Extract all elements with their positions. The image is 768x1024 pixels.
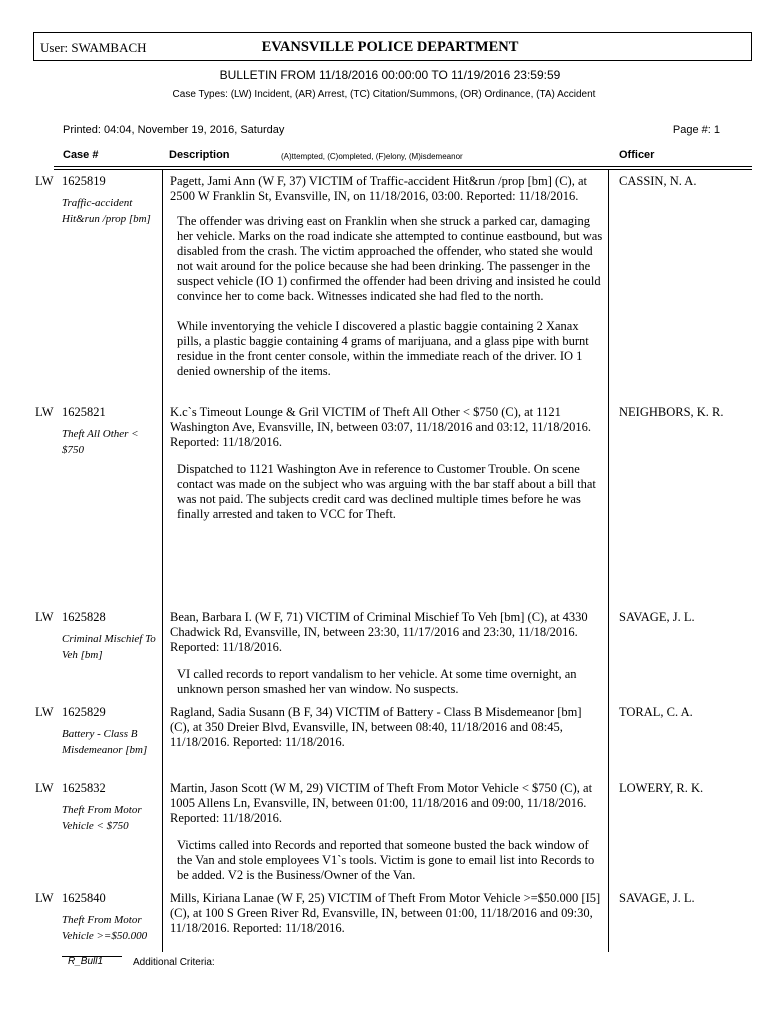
column-case: Case #	[63, 149, 99, 161]
case-number: 1625819	[62, 174, 106, 188]
case-offense: Theft All Other < $750	[62, 428, 139, 456]
case-type: LW	[35, 174, 54, 188]
narrative-paragraph: While inventorying the vehicle I discovered a plastic baggie containing 2 Xanax pills, a plastic baggie containing 4 grams of marijuana, and a glass pipe with burnt residue in the front center console, within the immediate reach of the driver. IO 1 denied ownership of the items.	[177, 319, 589, 378]
column-divider	[162, 170, 163, 952]
case-officer: TORAL, C. A.	[619, 705, 693, 719]
case-officer: SAVAGE, J. L.	[619, 610, 695, 624]
case-offense: Traffic-accident Hit&run /prop [bm]	[62, 197, 151, 225]
case-number: 1625821	[62, 405, 106, 419]
report-code: R_Bull1	[68, 956, 104, 967]
header-rule	[54, 169, 752, 170]
case-types-legend: Case Types: (LW) Incident, (AR) Arrest, (TC) Citation/Summons, (OR) Ordinance, (TA) Accident	[172, 89, 596, 100]
case-offense: Battery - Class B Misdemeanor [bm]	[62, 728, 148, 756]
bulletin-range: BULLETIN FROM 11/18/2016 00:00:00 TO 11/19/2016 23:59:59	[219, 68, 561, 82]
case-number: 1625840	[62, 891, 106, 905]
header-rule	[54, 166, 752, 167]
case-description: Bean, Barbara I. (W F, 71) VICTIM of Criminal Mischief To Veh [bm] (C), at 4330 Chadwick Rd, Evansville, IN, between 23:30, 11/17/2016 and 23:30, 11/18/2016. Reported: 11/18/2016.	[170, 610, 588, 654]
case-officer: LOWERY, R. K.	[619, 781, 704, 795]
case-number: 1625832	[62, 781, 106, 795]
user-label: User: SWAMBACH	[40, 40, 147, 55]
case-narrative	[177, 462, 604, 522]
additional-criteria: Additional Criteria:	[133, 957, 215, 968]
column-divider	[608, 170, 609, 952]
case-description: K.c`s Timeout Lounge & Gril VICTIM of Theft All Other < $750 (C), at 1121 Washington Ave, Evansville, IN, between 03:07, 11/18/2016 and 03:12, 11/18/2016. Reported: 11/18/2016.	[170, 405, 592, 449]
case-offense: Theft From Motor Vehicle < $750	[62, 804, 142, 832]
case-officer: CASSIN, N. A.	[619, 174, 697, 188]
case-offense: Criminal Mischief To Veh [bm]	[62, 633, 156, 661]
case-type: LW	[35, 891, 54, 905]
column-officer: Officer	[619, 149, 655, 161]
case-offense: Theft From Motor Vehicle >=$50.000	[62, 914, 148, 942]
case-description: Pagett, Jami Ann (W F, 37) VICTIM of Traffic-accident Hit&run /prop [bm] (C), at 2500 W Franklin St, Evansville, IN, on 11/18/2016, 03:00. Reported: 11/18/2016.	[170, 174, 587, 203]
case-type: LW	[35, 610, 54, 624]
narrative-paragraph: Dispatched to 1121 Washington Ave in reference to Customer Trouble. On scene contact was made on the subject who was arguing with the bar staff about a bill that was not paid. The subjects credit card was declined multiple times before he was finally arrested and taken to VCC for Theft.	[177, 462, 596, 521]
case-description: Martin, Jason Scott (W M, 29) VICTIM of Theft From Motor Vehicle < $750 (C), at 1005 Allens Ln, Evansville, IN, between 01:00, 11/18/2016 and 09:00, 11/18/2016. Reported: 11/18/2016.	[170, 781, 593, 825]
case-narrative	[177, 838, 604, 883]
column-description: Description	[169, 149, 230, 161]
printed-date: Printed: 04:04, November 19, 2016, Saturday	[63, 124, 285, 136]
case-officer: NEIGHBORS, K. R.	[619, 405, 724, 419]
department-title: EVANSVILLE POLICE DEPARTMENT	[261, 39, 519, 55]
column-legend: (A)ttempted, (C)ompleted, (F)elony, (M)isdemeanor	[281, 152, 463, 161]
case-officer: SAVAGE, J. L.	[619, 891, 695, 905]
case-type: LW	[35, 405, 54, 419]
case-type: LW	[35, 781, 54, 795]
case-number: 1625828	[62, 610, 106, 624]
case-narrative	[177, 667, 604, 697]
page-number: Page #: 1	[672, 124, 720, 136]
case-narrative	[177, 214, 604, 379]
case-number: 1625829	[62, 705, 106, 719]
case-description: Ragland, Sadia Susann (B F, 34) VICTIM of Battery - Class B Misdemeanor [bm] (C), at 350 Dreier Blvd, Evansville, IN, between 08:40, 11/18/2016 and 08:45, 11/18/2016. Reported: 11/18/2016.	[170, 705, 582, 749]
narrative-paragraph: Victims called into Records and reported that someone busted the back window of the Van and stole employees V1`s tools. Victim is gone to email list into Records to be added. V2 is the Business/Owner of the Van.	[177, 838, 595, 882]
case-type: LW	[35, 705, 54, 719]
narrative-paragraph: The offender was driving east on Franklin when she struck a parked car, damaging her vehicle. Marks on the road indicate she attempted to continue eastbound, but was disabled from the crash. The victim approached the offender, who stated she would not wait around for the police because she had been drinking. The passenger in the suspect vehicle (IO 1) confirmed the offender had been driving and insisted he could convince her to come back. Witnesses indicated she had fled to the north.	[177, 214, 603, 303]
case-description: Mills, Kiriana Lanae (W F, 25) VICTIM of Theft From Motor Vehicle >=$50.000 [I5] (C), at 100 S Green River Rd, Evansville, IN, between 01:00, 11/18/2016 and 09:30, 11/18/2016. Reported: 11/18/2016.	[170, 891, 601, 935]
narrative-paragraph: VI called records to report vandalism to her vehicle. At some time overnight, an unknown person smashed her van window. No suspects.	[177, 667, 577, 696]
